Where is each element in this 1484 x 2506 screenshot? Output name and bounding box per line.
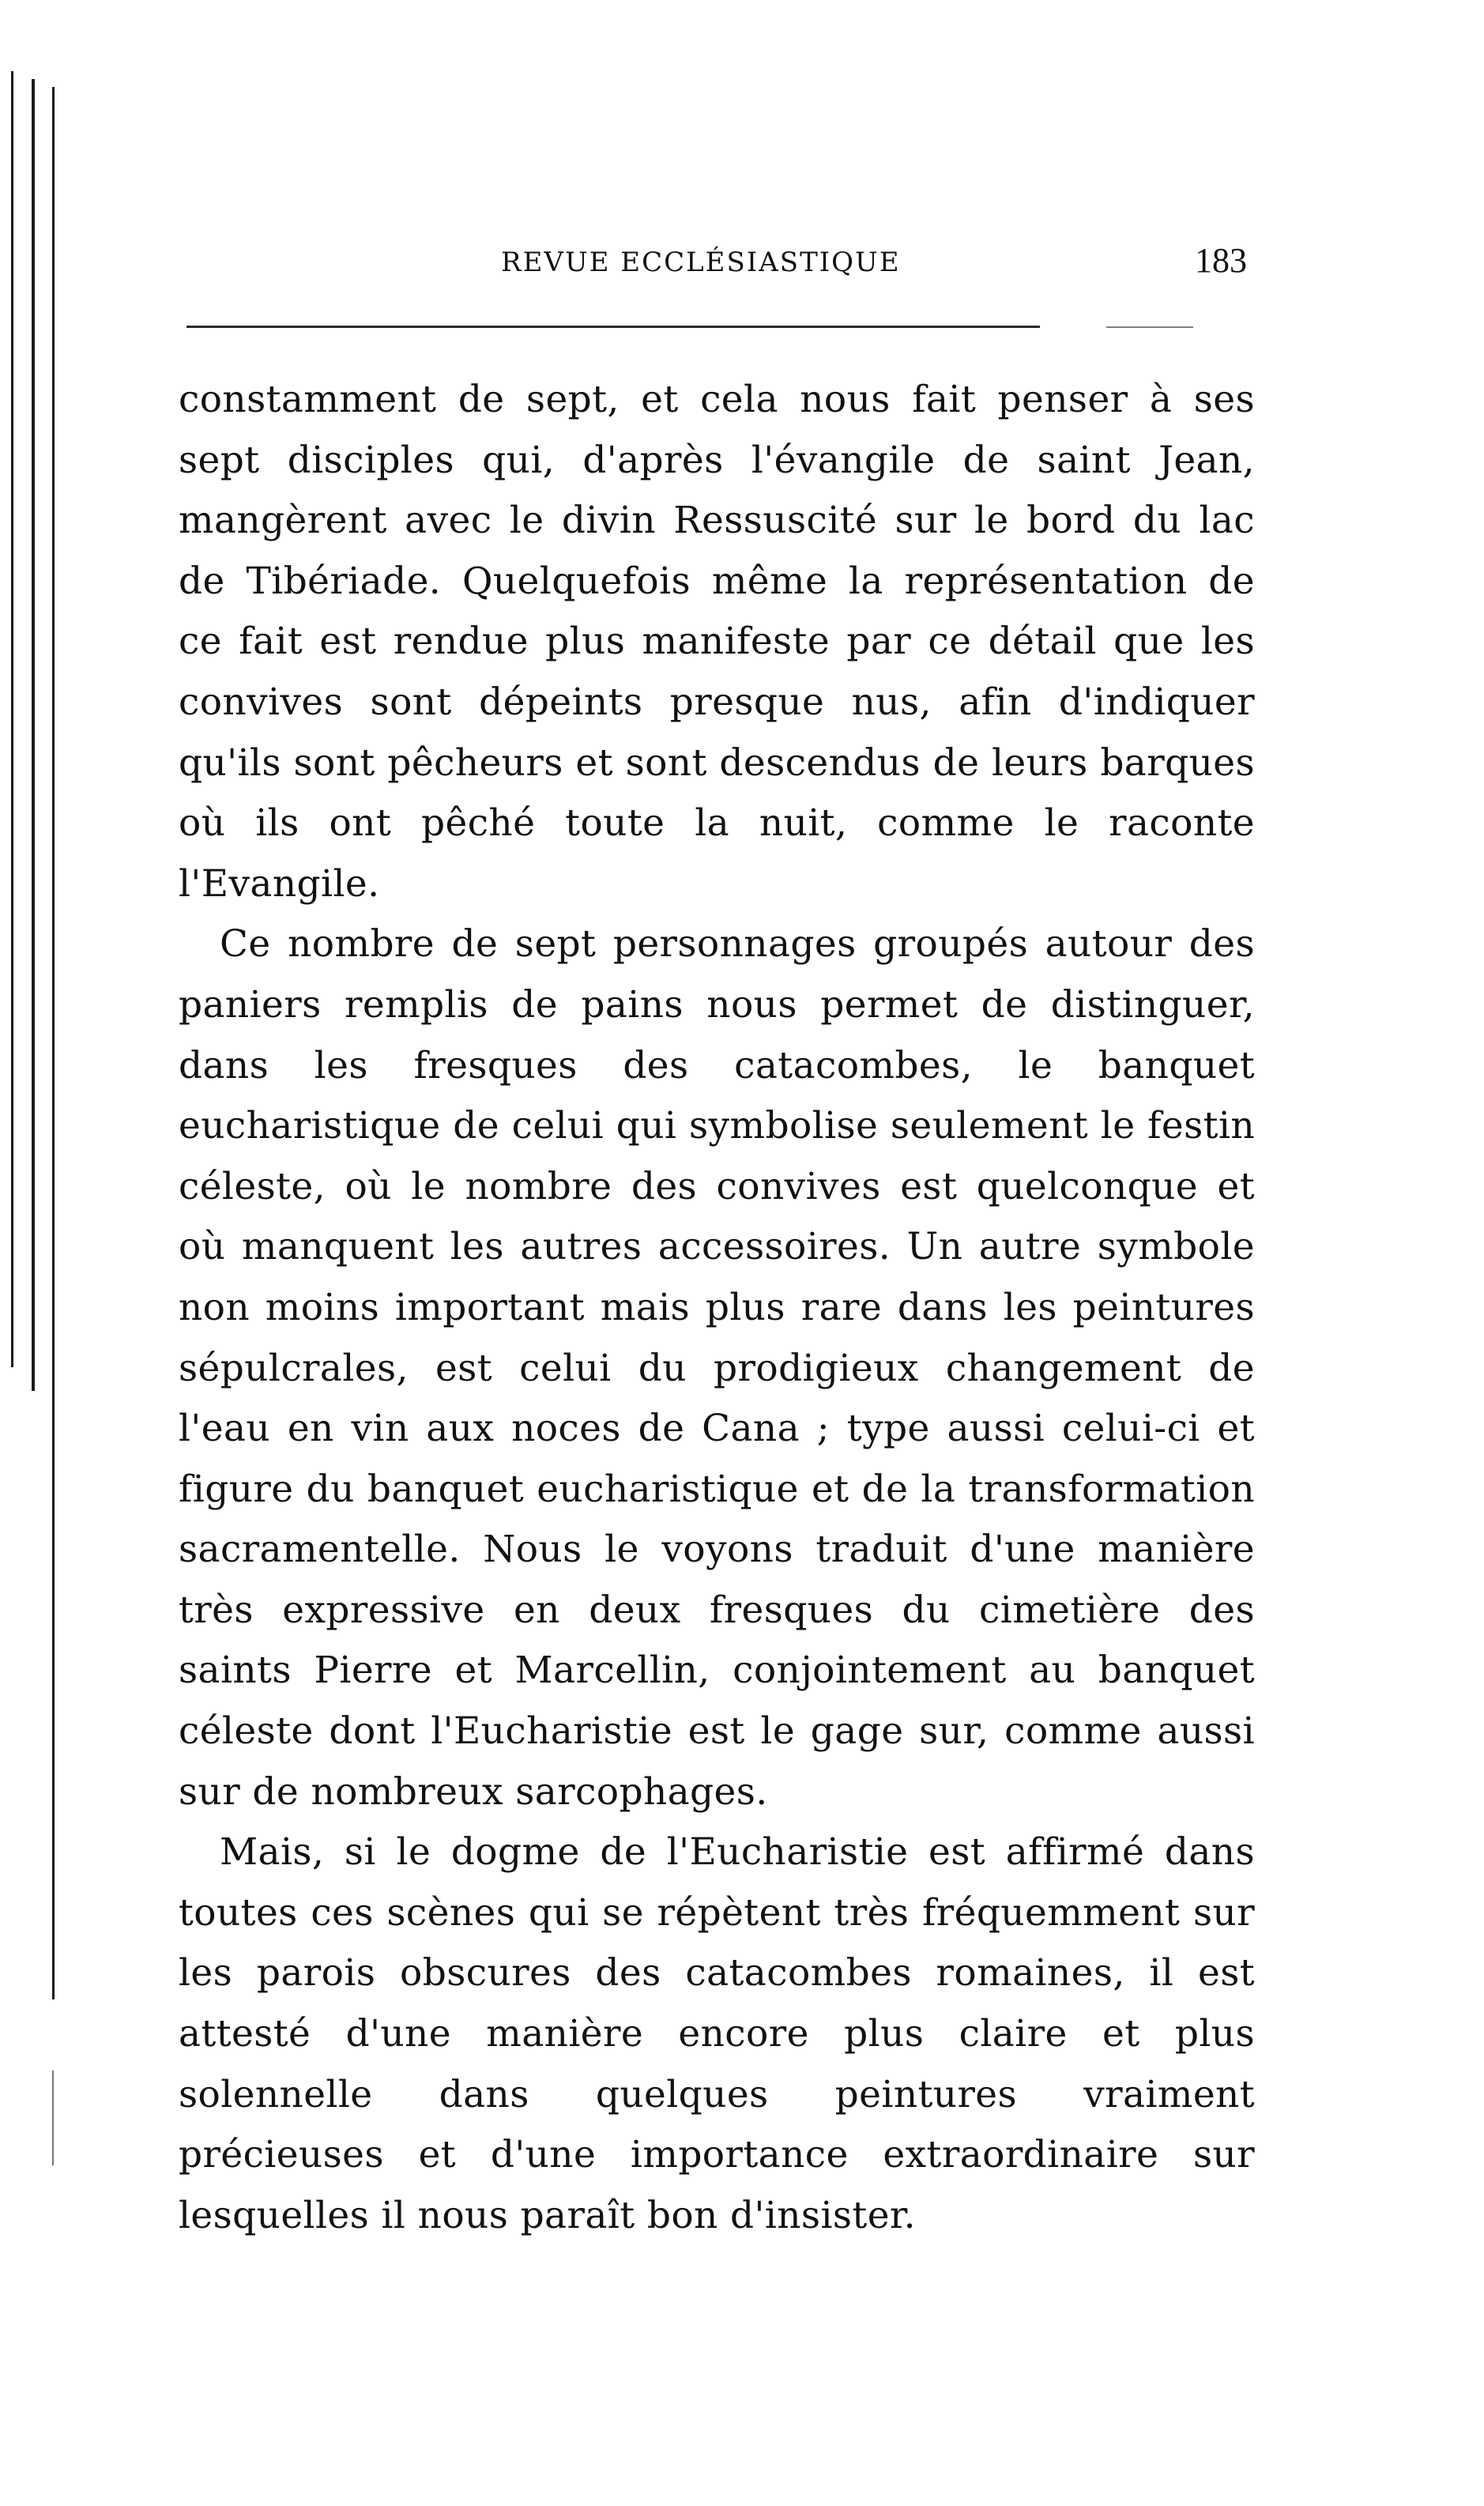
running-title: REVUE ECCLÉSIASTIQUE (501, 247, 901, 278)
page-header (179, 239, 1253, 286)
binding-line (52, 87, 55, 1999)
page-number: 183 (1195, 241, 1247, 280)
paragraph: constamment de sept, et cela nous fait penser à ses sept disciples qui, d'après l'évangile de saint Jean, mangèrent avec le divin Ressuscité sur le bord du lac de Tibériade. Quelquefois même la représentation de ce fait est rendue plus manifeste par ce détail que les convives sont dépeints presque nus, afin d'indiquer qu'ils sont pêcheurs et sont descendus de leurs barques où ils ont pêché toute la nuit, comme le raconte l'Evangile. (179, 378, 1255, 906)
binding-line (32, 79, 35, 1391)
binding-line (11, 71, 13, 1367)
header-rule (186, 326, 1040, 328)
body-text (179, 370, 1255, 2246)
scan-binding-edge (0, 0, 63, 2506)
binding-line (52, 2071, 54, 2165)
paragraph: Mais, si le dogme de l'Eucharistie est affirmé dans toutes ces scènes qui se répètent très fréquemment sur les parois obscures des catacombes romaines, il est attesté d'une manière encore plus claire et plus solennelle dans quelques peintures vraiment précieuses et d'une importance extraordinaire sur lesquelles il nous paraît bon d'insister. (179, 1830, 1255, 2237)
paragraph: Ce nombre de sept personnages groupés autour des paniers remplis de pains nous permet de distinguer, dans les fresques des catacombes, le banquet eucharistique de celui qui symbolise seulement le festin céleste, où le nombre des convives est quelconque et où manquent les autres accessoires. Un autre symbole non moins important mais plus rare dans les peintures sépulcrales, est celui du prodigieux changement de l'eau en vin aux noces de Cana ; type aussi celui-ci et figure du banquet eucharistique et de la transformation sacramentelle. Nous le voyons traduit d'une manière très expressive en deux fresques du cimetière des saints Pierre et Marcellin, conjointement au banquet céleste dont l'Eucharistie est le gage sur, comme aussi sur de nombreux sarcophages. (179, 922, 1255, 1814)
header-rule (1106, 326, 1193, 328)
